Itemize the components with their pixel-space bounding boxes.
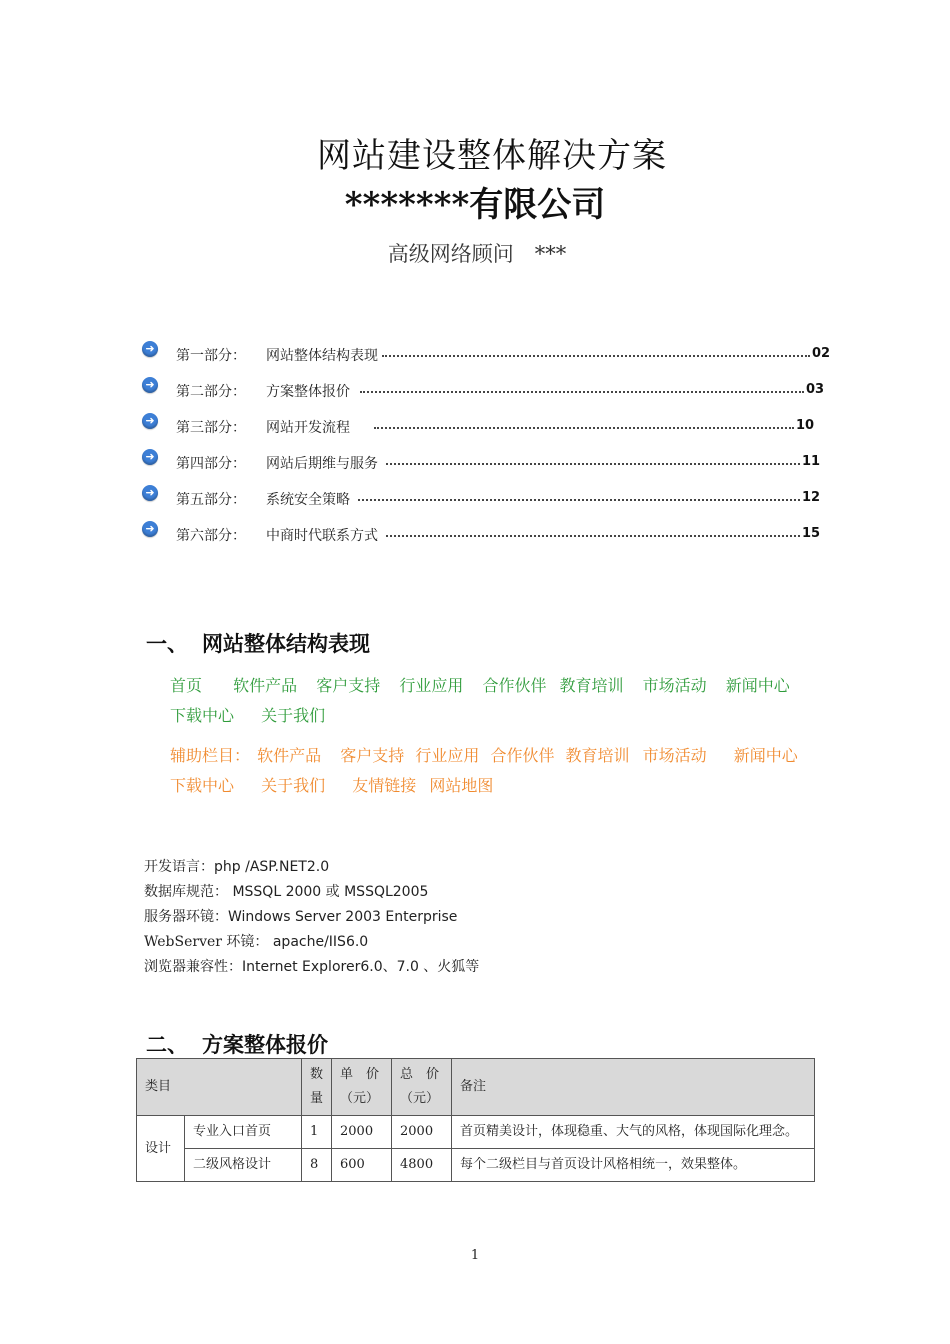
nav-item: 关于我们 [261, 706, 326, 725]
nav-item: 软件产品 [257, 746, 322, 765]
nav-item: 行业应用 [399, 676, 464, 695]
toc-page-number: 10 [796, 418, 815, 433]
arrow-right-circle-icon: ➜ [142, 485, 158, 501]
toc-item[interactable] [142, 446, 832, 482]
toc-page-number: 11 [802, 454, 821, 469]
toc-page-number: 15 [802, 526, 821, 541]
arrow-right-circle-icon: ➜ [142, 521, 158, 537]
nav-item: 教育培训 [559, 676, 624, 695]
total-cell: 2000 [392, 1116, 452, 1149]
unit-price-cell: 2000 [332, 1116, 392, 1149]
table-row [137, 1116, 815, 1149]
header-note: 备注 [452, 1059, 815, 1116]
nav-item: 新闻中心 [733, 746, 798, 765]
nav-item: 下载中心 [170, 706, 235, 725]
toc-leader-dots [386, 523, 800, 537]
spec-line [144, 931, 368, 951]
note-cell: 每个二级栏目与首页设计风格相统一，效果整体。 [452, 1149, 815, 1182]
spec-label: 服务器环镜： [144, 909, 228, 925]
section-2-heading [146, 1029, 328, 1059]
arrow-right-circle-icon: ➜ [142, 449, 158, 465]
section-title: 方案整体报价 [202, 1032, 328, 1057]
nav-item: 教育培训 [565, 746, 630, 765]
nav-item: 行业应用 [415, 746, 480, 765]
spec-value: Internet Explorer6.0、7.0 、火狐等 [242, 959, 480, 975]
nav-item: 新闻中心 [725, 676, 790, 695]
document-title: 网站建设整体解决方案 [317, 136, 667, 176]
spec-line [144, 856, 329, 876]
company-name: *******有限公司 [344, 185, 606, 225]
toc-item[interactable] [142, 410, 832, 446]
nav-item: 客户支持 [340, 746, 405, 765]
toc-title: 网站整体结构表现 [266, 348, 378, 364]
page-number: 1 [470, 1248, 480, 1263]
toc-part-label: 第一部分： [176, 348, 246, 364]
note-cell: 首页精美设计，体现稳重、大气的风格，体现国际化理念。 [452, 1116, 815, 1149]
header-category: 类目 [137, 1059, 302, 1116]
section-number: 一、 [146, 631, 188, 656]
toc-title: 网站后期维与服务 [266, 456, 378, 472]
nav-item: 市场活动 [642, 676, 707, 695]
spec-value: apache/IIS6.0 [268, 934, 369, 950]
item-cell: 专业入口首页 [185, 1116, 302, 1149]
unit-price-cell: 600 [332, 1149, 392, 1182]
toc-part-label: 第六部分： [176, 528, 246, 544]
nav-item: 友情链接 [352, 776, 417, 795]
nav-item: 客户支持 [316, 676, 381, 695]
nav-item: 下载中心 [170, 776, 235, 795]
arrow-right-circle-icon: ➜ [142, 413, 158, 429]
qty-cell: 8 [302, 1149, 332, 1182]
qty-cell: 1 [302, 1116, 332, 1149]
toc-item[interactable] [142, 374, 832, 410]
nav-item: 首页 [170, 676, 203, 695]
nav-item: 网站地图 [429, 776, 494, 795]
header-total: 总 价（元） [392, 1059, 452, 1116]
toc-title: 中商时代联系方式 [266, 528, 378, 544]
aux-nav-line-2 [170, 773, 507, 796]
toc-title: 系统安全策略 [266, 492, 350, 508]
aux-nav-label: 辅助栏目： [170, 746, 251, 765]
toc-leader-dots [374, 415, 794, 429]
header-unit-price: 单 价（元） [332, 1059, 392, 1116]
table-of-contents [142, 338, 832, 554]
spec-line [144, 956, 479, 976]
toc-leader-dots [382, 343, 810, 357]
nav-item: 市场活动 [642, 746, 707, 765]
item-cell: 二级风格设计 [185, 1149, 302, 1182]
main-nav-line-2 [170, 703, 339, 726]
table-header-row [137, 1059, 815, 1116]
spec-value: php /ASP.NET2.0 [214, 859, 330, 875]
toc-part-label: 第二部分： [176, 384, 246, 400]
spec-value: Windows Server 2003 Enterprise [228, 909, 458, 925]
spec-value: MSSQL 2000 或 MSSQL2005 [228, 884, 429, 900]
nav-item: 软件产品 [233, 676, 298, 695]
nav-item: 合作伙伴 [482, 676, 547, 695]
toc-part-label: 第四部分： [176, 456, 246, 472]
toc-page-number: 03 [806, 382, 825, 397]
toc-item[interactable] [142, 482, 832, 518]
spec-line [144, 881, 428, 901]
table-row [137, 1149, 815, 1182]
toc-page-number: 02 [812, 346, 831, 361]
toc-leader-dots [386, 451, 800, 465]
total-cell: 4800 [392, 1149, 452, 1182]
toc-item[interactable] [142, 518, 832, 554]
section-1-heading [146, 628, 370, 658]
toc-part-label: 第五部分： [176, 492, 246, 508]
toc-title: 网站开发流程 [266, 420, 350, 436]
main-nav-line-1 [170, 673, 804, 696]
spec-label: 浏览器兼容性： [144, 959, 242, 975]
spec-line [144, 906, 457, 926]
section-title: 网站整体结构表现 [202, 631, 370, 656]
arrow-right-circle-icon: ➜ [142, 341, 158, 357]
nav-item: 关于我们 [261, 776, 326, 795]
group-cell: 设计 [137, 1116, 185, 1182]
toc-title: 方案整体报价 [266, 384, 350, 400]
spec-label: 开发语言： [144, 859, 214, 875]
nav-item: 合作伙伴 [490, 746, 555, 765]
spec-label: WebServer 环镜： [144, 934, 269, 950]
toc-leader-dots [358, 487, 800, 501]
spec-label: 数据库规范： [144, 884, 228, 900]
aux-nav-line-1 [170, 743, 812, 766]
toc-item[interactable] [142, 338, 832, 374]
toc-leader-dots [360, 379, 804, 393]
header-qty: 数量 [302, 1059, 332, 1116]
quote-table [136, 1058, 815, 1182]
arrow-right-circle-icon: ➜ [142, 377, 158, 393]
toc-part-label: 第三部分： [176, 420, 246, 436]
author-line: 高级网络顾问 *** [387, 242, 567, 266]
toc-page-number: 12 [802, 490, 821, 505]
section-number: 二、 [146, 1032, 188, 1057]
